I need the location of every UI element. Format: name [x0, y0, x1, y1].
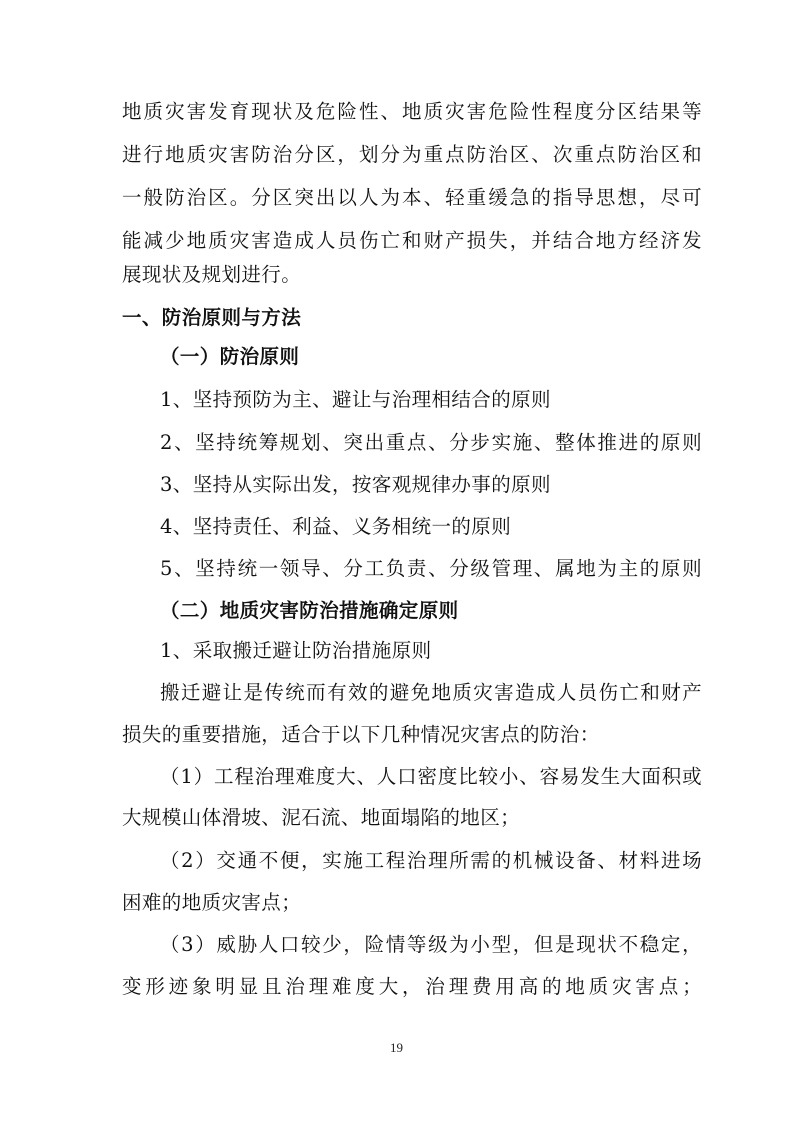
case-item: 变形迹象明显且治理难度大，治理费用高的地质灾害点；: [122, 975, 702, 998]
paragraph-line: 损失的重要措施，适合于以下几种情况灾害点的防治：: [122, 723, 600, 746]
principle-item: 5、坚持统一领导、分工负责、分级管理、属地为主的原则: [160, 557, 702, 580]
paragraph-line: 展现状及规划进行。: [122, 263, 302, 286]
paragraph-line: 能减少地质灾害造成人员伤亡和财产损失，并结合地方经济发: [122, 229, 702, 252]
page-number: 19: [390, 1040, 403, 1055]
case-item: （1）工程治理难度大、人口密度比较小、容易发生大面积或: [160, 765, 702, 788]
principle-item: 2、坚持统筹规划、突出重点、分步实施、整体推进的原则: [160, 431, 702, 454]
principle-item: 3、坚持从实际出发，按客观规律办事的原则: [160, 473, 551, 496]
paragraph-line: 地质灾害发育现状及危险性、地质灾害危险性程度分区结果等: [122, 100, 702, 123]
measure-heading: 1、采取搬迁避让防治措施原则: [160, 639, 432, 662]
principle-item: 4、坚持责任、利益、义务相统一的原则: [160, 515, 512, 538]
paragraph-line: 搬迁避让是传统而有效的避免地质灾害造成人员伤亡和财产: [160, 681, 702, 704]
case-item: 大规模山体滑坡、泥石流、地面塌陷的地区；: [122, 806, 521, 829]
paragraph-line: 进行地质灾害防治分区，划分为重点防治区、次重点防治区和: [122, 143, 702, 166]
subsection-heading: （二）地质灾害防治措施确定原则: [160, 599, 459, 622]
case-item: 困难的地质灾害点；: [122, 891, 302, 914]
case-item: （3）威胁人口较少，险情等级为小型，但是现状不稳定，: [160, 933, 702, 956]
case-item: （2）交通不便，实施工程治理所需的机械设备、材料进场: [160, 849, 702, 872]
paragraph-line: 一般防治区。分区突出以人为本、轻重缓急的指导思想，尽可: [122, 186, 702, 209]
principle-item: 1、坚持预防为主、避让与治理相结合的原则: [160, 388, 551, 411]
section-heading: 一、防治原则与方法: [122, 306, 302, 329]
subsection-heading: （一）防治原则: [160, 345, 300, 368]
